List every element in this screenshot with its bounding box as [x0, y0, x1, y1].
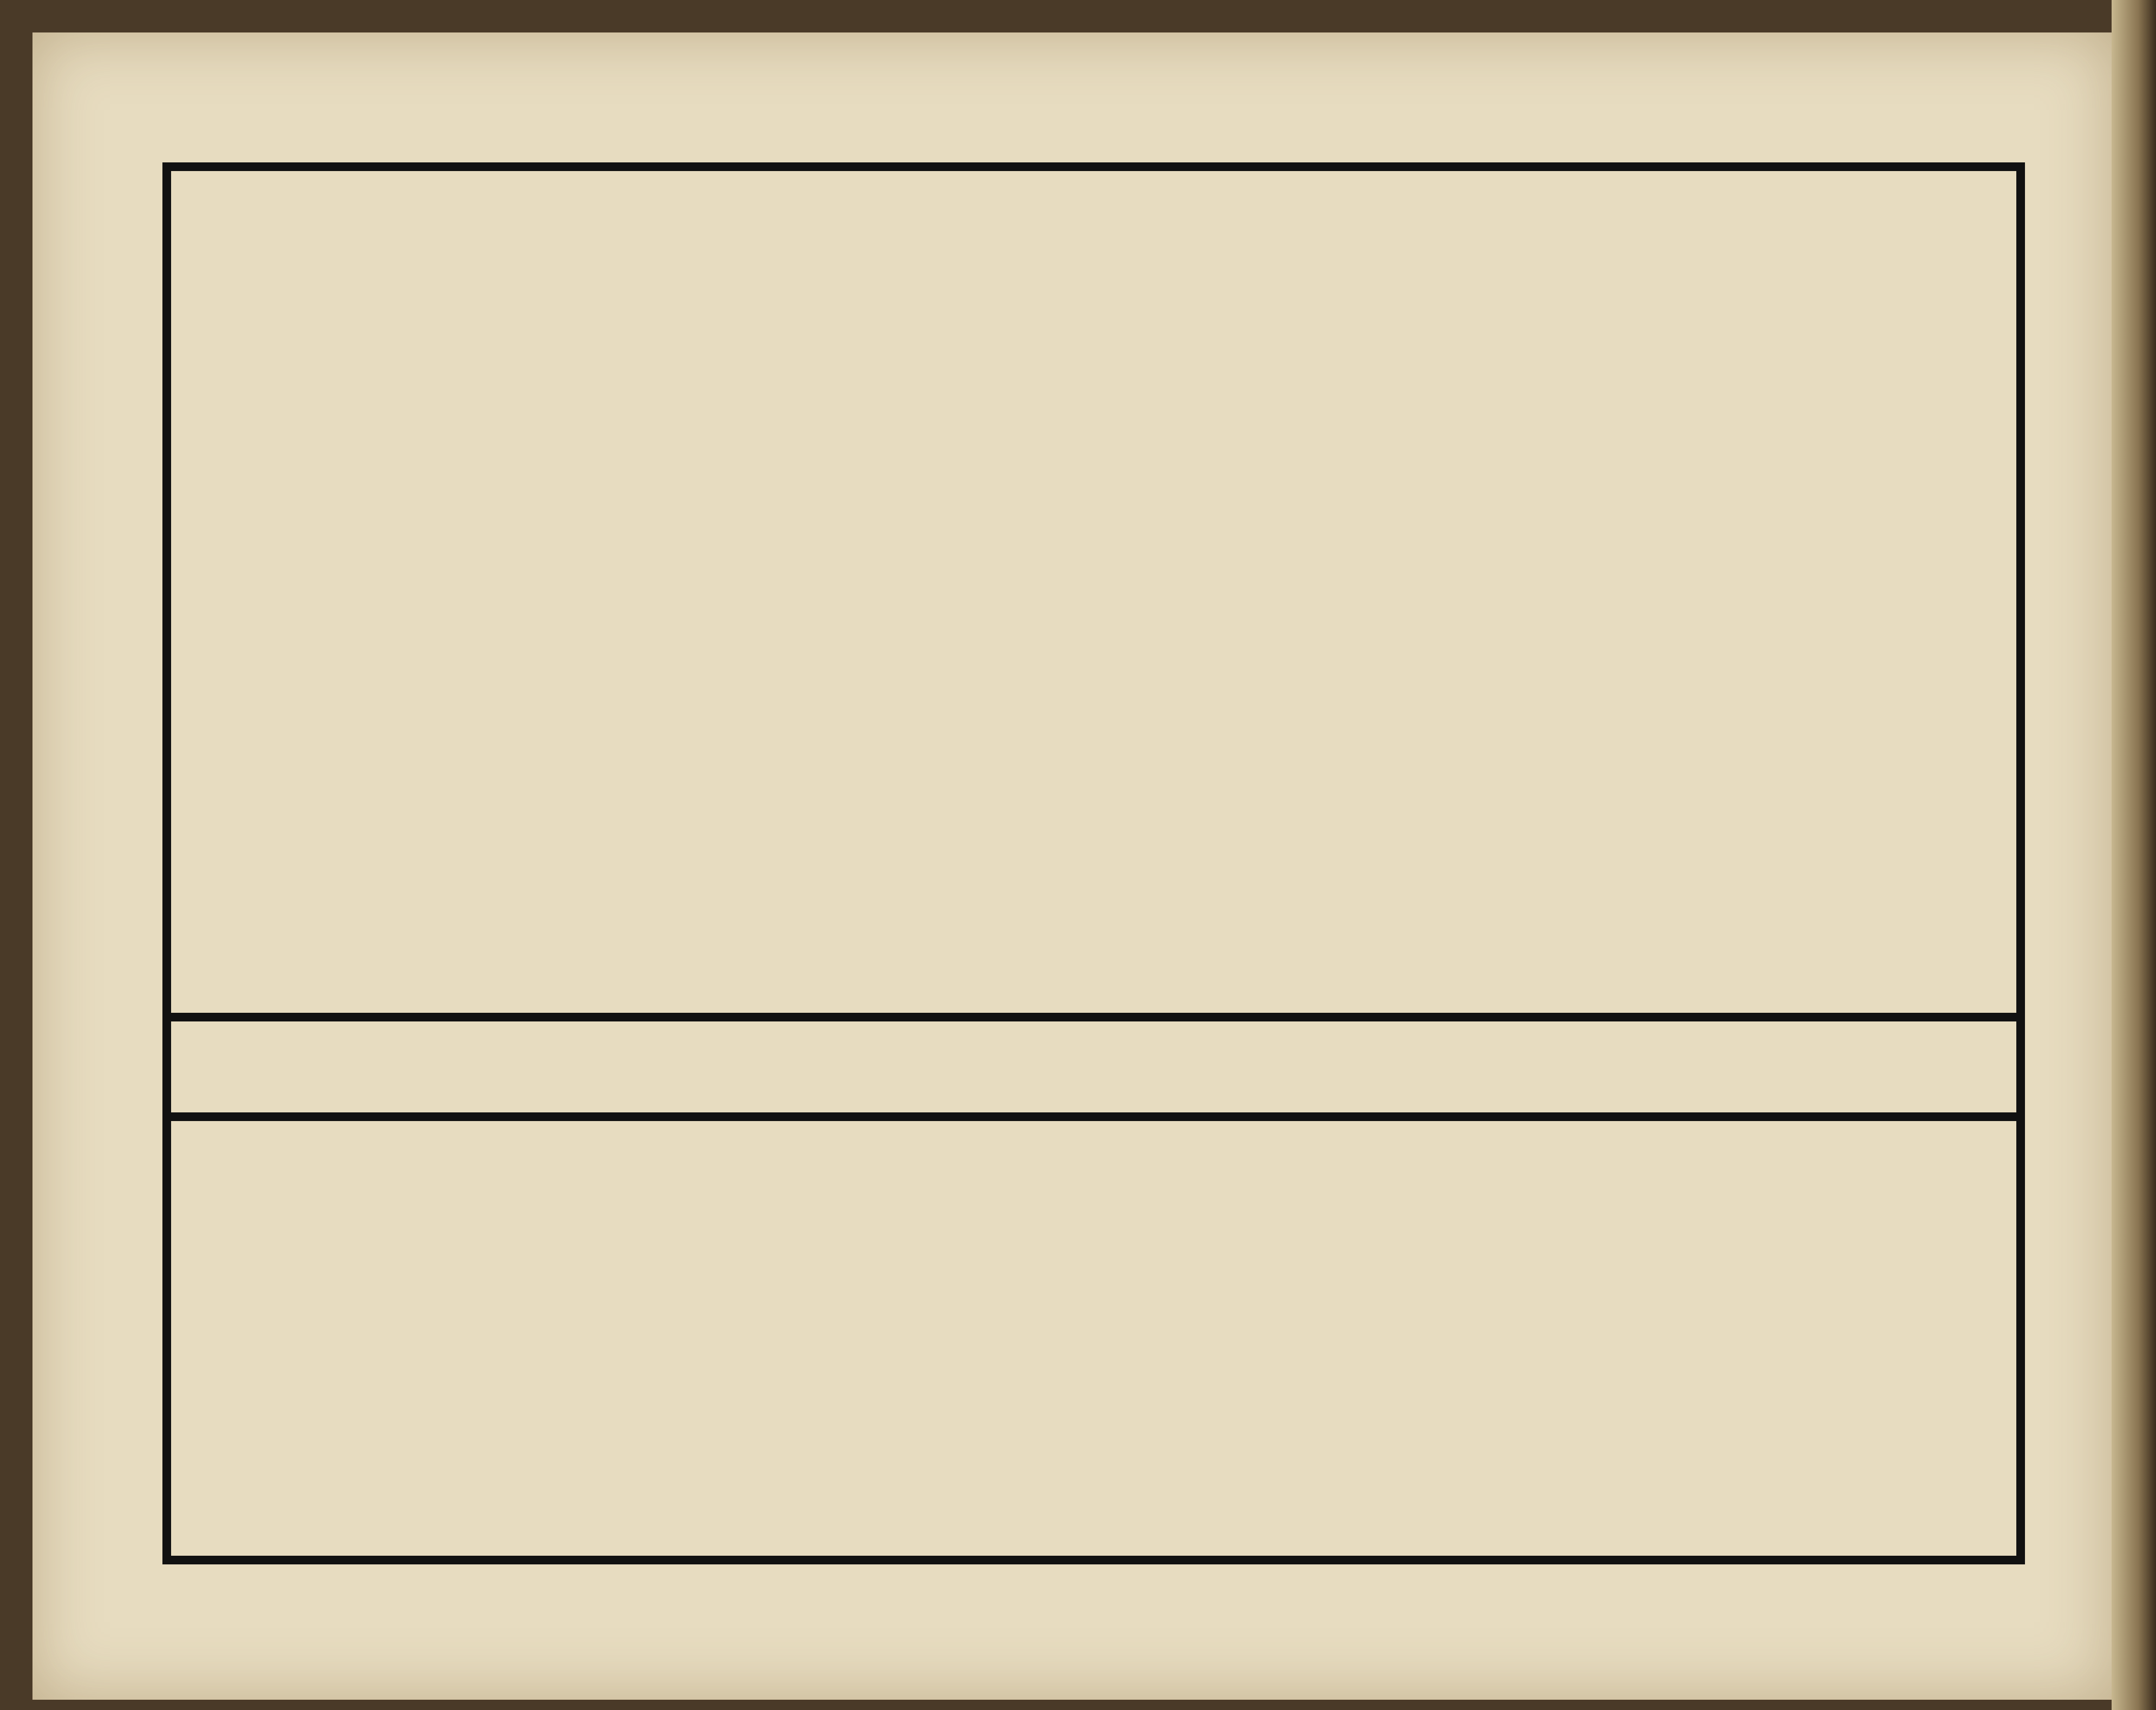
page-edge — [2112, 0, 2156, 1710]
gazetteer-table — [162, 162, 2025, 1564]
section-band — [171, 1013, 2016, 1121]
